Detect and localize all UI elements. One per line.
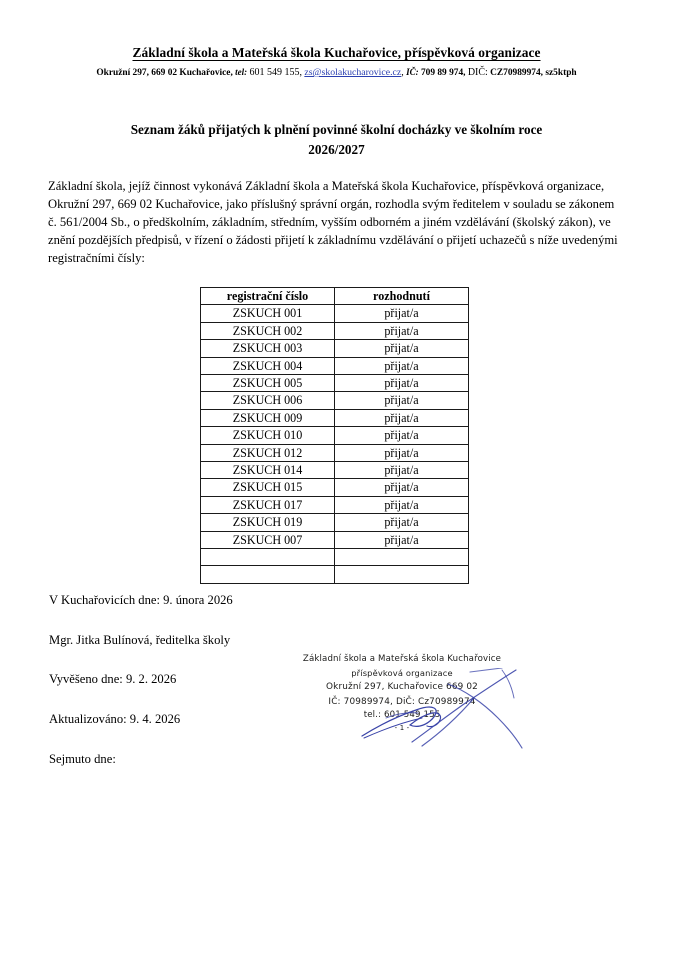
cell-registration-number: ZSKUCH 001 xyxy=(201,305,335,322)
school-name-heading: Základní škola a Mateřská škola Kuchařovice, příspěvková organizace xyxy=(132,45,541,60)
cell-decision: přijat/a xyxy=(335,531,469,548)
taken-down-date: Sejmuto dne: xyxy=(49,751,116,766)
place-and-date: V Kuchařovicích dne: 9. února 2026 xyxy=(49,593,233,607)
cell-registration-number: ZSKUCH 002 xyxy=(201,322,335,339)
contact-line xyxy=(0,66,673,80)
cell-decision: přijat/a xyxy=(335,496,469,513)
cell-decision: přijat/a xyxy=(335,340,469,357)
table-row xyxy=(201,305,469,322)
stamp-ico-dic: IČ: 70989974, DiČ: Cz70989974 xyxy=(328,696,476,707)
dic-label: DIČ: xyxy=(467,67,488,79)
table-row xyxy=(201,357,469,374)
cell-registration-number: ZSKUCH 019 xyxy=(201,514,335,531)
tel-value: 601 549 155, xyxy=(249,67,302,79)
posted-date: Vyvěšeno dne: 9. 2. 2026 xyxy=(49,672,177,687)
stamp-address: Okružní 297, Kuchařovice 669 02 xyxy=(326,682,478,693)
table-row xyxy=(201,392,469,409)
cell-decision: přijat/a xyxy=(335,305,469,322)
stamp-school-name: Základní škola a Mateřská škola Kuchařovice xyxy=(302,654,502,664)
cell-decision: přijat/a xyxy=(335,444,469,461)
letterhead xyxy=(0,44,673,80)
stamp-tel: tel.: 601 549 155 xyxy=(363,710,441,721)
table-row xyxy=(201,462,469,479)
column-header-registration-number: registrační číslo xyxy=(201,288,335,305)
email-link[interactable]: zs@skolakucharovice.cz xyxy=(304,67,402,79)
signatory-name: Mgr. Jitka Bulínová, ředitelka školy xyxy=(49,632,231,647)
cell-decision: přijat/a xyxy=(335,427,469,444)
registration-table xyxy=(200,287,469,584)
cell-registration-number: ZSKUCH 012 xyxy=(201,444,335,461)
official-stamp xyxy=(296,653,508,734)
cell-decision xyxy=(335,566,469,583)
cell-decision xyxy=(335,549,469,566)
cell-registration-number: ZSKUCH 017 xyxy=(201,496,335,513)
table-row xyxy=(201,531,469,548)
intro-paragraph: Základní škola, jejíž činnost vykonává Základní škola a Mateřská škola Kuchařovice, příspěvková organizace, Okružní 297, 669 02 Kuchařovice, jako příslušný správní orgán, rozhodla svým ředitelem v souladu se zákonem č. 561/2004 Sb., o předškolním, základním, středním, vyšším odborném a jiném vzdělávání (školský zákon), ve znění pozdějších předpisů, v řízení o žádosti přijetí k základnímu vzdělávání o přijetí uchazečů s níže uvedenými registračními čísly: xyxy=(48,179,618,265)
updated-date: Aktualizováno: 9. 4. 2026 xyxy=(49,711,181,726)
ico-value: 709 89 974, xyxy=(420,68,466,79)
table-row xyxy=(201,479,469,496)
page-title-line2: 2026/2027 xyxy=(308,142,365,158)
table-row-empty xyxy=(201,566,469,583)
page-title-line1: Seznam žáků přijatých k plnění povinné školní docházky ve školním roce xyxy=(130,122,543,137)
contact-separator: , xyxy=(401,67,404,79)
table-row xyxy=(201,409,469,426)
school-address: Okružní 297, 669 02 Kuchařovice, xyxy=(96,68,233,79)
cell-registration-number: ZSKUCH 003 xyxy=(201,340,335,357)
stamp-organization-type: příspěvková organizace xyxy=(351,667,453,678)
stamp-page-number: - 1 - xyxy=(394,724,410,733)
cell-registration-number: ZSKUCH 014 xyxy=(201,462,335,479)
table-header-row xyxy=(201,288,469,305)
cell-registration-number: ZSKUCH 015 xyxy=(201,479,335,496)
table-row xyxy=(201,322,469,339)
cell-decision: přijat/a xyxy=(335,322,469,339)
cell-registration-number xyxy=(201,549,335,566)
cell-decision: přijat/a xyxy=(335,462,469,479)
table-row xyxy=(201,514,469,531)
table-row xyxy=(201,496,469,513)
cell-decision: přijat/a xyxy=(335,392,469,409)
ico-label: IČ: xyxy=(406,67,419,78)
cell-registration-number: ZSKUCH 010 xyxy=(201,427,335,444)
cell-registration-number: ZSKUCH 004 xyxy=(201,357,335,374)
table-row xyxy=(201,375,469,392)
cell-decision: přijat/a xyxy=(335,357,469,374)
tel-label: tel: xyxy=(235,67,248,78)
column-header-decision: rozhodnutí xyxy=(335,288,469,305)
cell-decision: přijat/a xyxy=(335,514,469,531)
table-row-empty xyxy=(201,549,469,566)
table-row xyxy=(201,340,469,357)
registration-table-container xyxy=(200,287,468,584)
cell-decision: přijat/a xyxy=(335,479,469,496)
cell-registration-number xyxy=(201,566,335,583)
cell-registration-number: ZSKUCH 007 xyxy=(201,531,335,548)
cell-decision: přijat/a xyxy=(335,409,469,426)
table-row xyxy=(201,427,469,444)
dic-value: CZ70989974, sz5ktph xyxy=(490,68,577,79)
table-body xyxy=(201,305,469,583)
table-row xyxy=(201,444,469,461)
cell-registration-number: ZSKUCH 006 xyxy=(201,392,335,409)
cell-registration-number: ZSKUCH 009 xyxy=(201,409,335,426)
cell-decision: přijat/a xyxy=(335,375,469,392)
page-title xyxy=(0,120,673,161)
cell-registration-number: ZSKUCH 005 xyxy=(201,375,335,392)
